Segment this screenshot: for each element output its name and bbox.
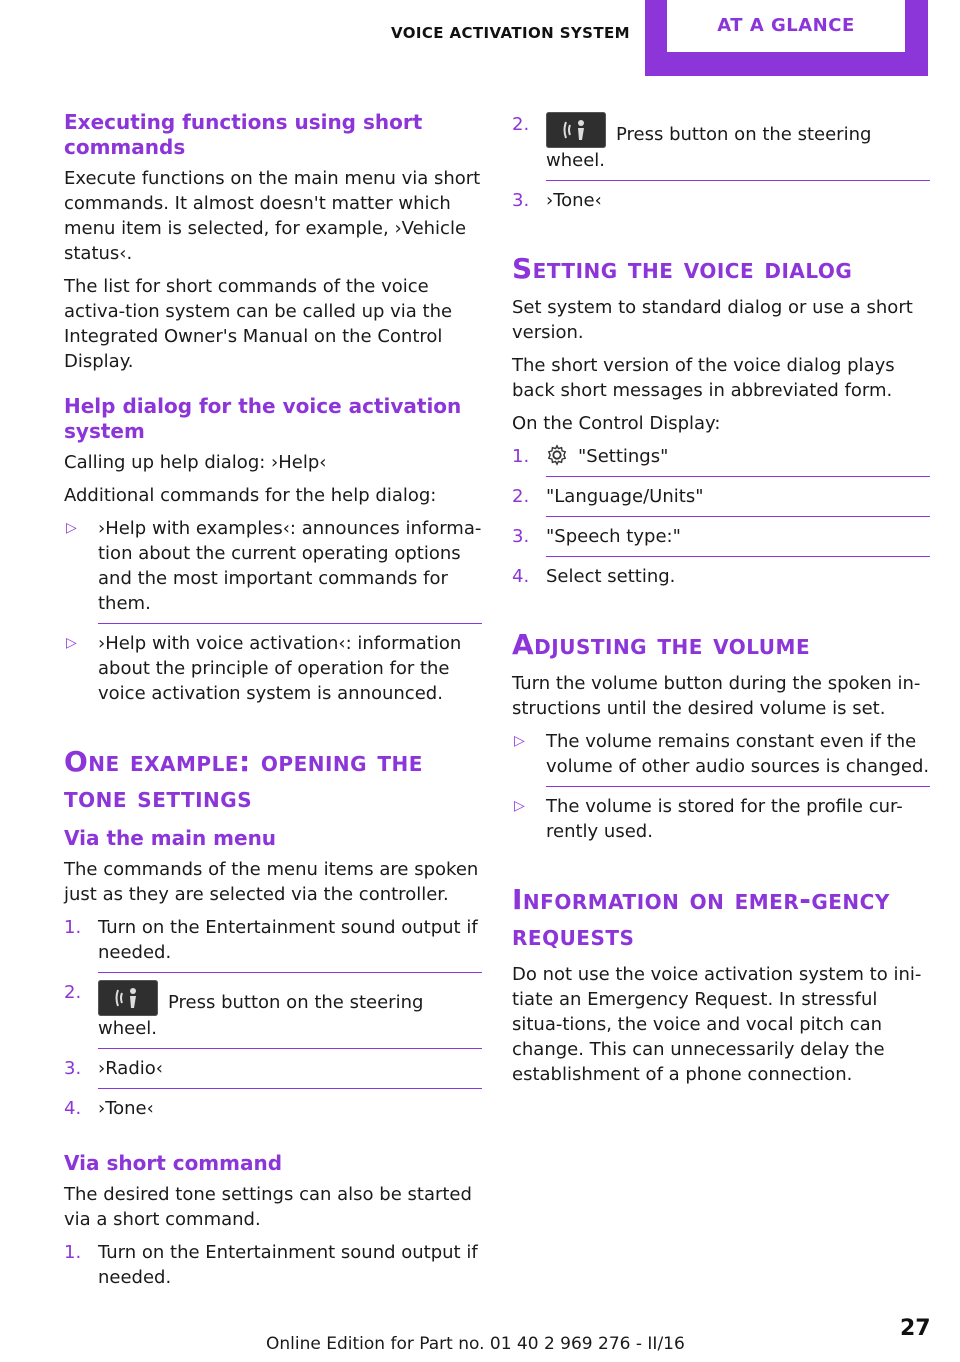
paragraph: Calling up help dialog: ›Help‹ [64,452,327,473]
heading-emergency: Information on emer-gency requests [512,883,890,952]
left-column [64,110,482,1298]
list-item: 4. Select setting. [512,566,676,587]
heading-main-menu: Via the main menu [64,826,277,850]
footer-edition: Online Edition for Part no. 01 40 2 969 276 - II/16 [266,1334,685,1354]
paragraph: Turn the volume button during the spoken in-structions until the desired volume is set. [512,673,921,719]
divider [98,1088,482,1089]
divider [546,180,930,181]
heading-short-command: Via short command [64,1151,283,1175]
heading-voice-dialog: Setting the voice dialog [512,252,853,285]
list-item: 2. Press button on the steering wheel. [64,982,424,1039]
triangle-bullet-icon: ▷ [514,733,525,749]
paragraph: Set system to standard dialog or use a short version. [512,297,913,343]
paragraph: The short version of the voice dialog plays back short messages in abbreviated form. [512,355,895,401]
voice-button-icon [98,980,158,1016]
list-item: ▷ ›Help with voice activation‹: information about the principle of operation for the voice activation system is announced. [66,633,462,704]
volume-list [512,729,930,844]
list-item: 1. "Settings" [512,446,669,467]
list-item: 2. "Language/Units" [512,486,704,507]
triangle-bullet-icon: ▷ [514,798,525,814]
list-item: ▷ The volume is stored for the profile cur-rently used. [514,796,903,842]
list-item: 3. ›Tone‹ [512,190,602,211]
list-item: ▷ ›Help with examples‹: announces informa-tion about the current operating options and the most important commands for them. [66,518,482,614]
list-item: 1. Turn on the Entertainment sound output if needed. [64,1242,478,1288]
paragraph: Additional commands for the help dialog: [64,485,437,506]
heading-example: One example: opening the tone settings [64,745,423,814]
main-menu-steps [64,915,482,1121]
paragraph: On the Control Display: [512,413,721,434]
list-item: 1. Turn on the Entertainment sound output if needed. [64,917,478,963]
divider [98,1048,482,1049]
divider [98,623,482,624]
short-command-steps [64,1240,482,1290]
continued-steps [512,112,930,213]
page-number: 27 [900,1316,931,1341]
paragraph: The list for short commands of the voice activa-tion system can be called up via the Integrated Owner's Manual on the Control Display. [64,276,453,372]
divider [546,556,930,557]
list-item: 3. "Speech type:" [512,526,681,547]
triangle-bullet-icon: ▷ [66,635,77,651]
running-header: VOICE ACTIVATION SYSTEM [390,24,630,42]
divider [546,476,930,477]
heading-volume: Adjusting the volume [512,628,811,661]
chapter-tab-label: AT A GLANCE [667,0,905,52]
paragraph: The commands of the menu items are spoken just as they are selected via the controller. [64,859,479,905]
heading-help-dialog: Help dialog for the voice activation system [64,394,462,443]
help-list [64,516,482,706]
list-item: ▷ The volume remains constant even if the volume of other audio sources is changed. [514,731,930,777]
divider [546,516,930,517]
right-column [512,112,930,1095]
list-item: 3. ›Radio‹ [64,1058,163,1079]
chapter-tab [645,0,928,76]
list-item: 4. ›Tone‹ [64,1098,154,1119]
paragraph: Do not use the voice activation system to ini-tiate an Emergency Request. In stressful situa-tions, the voice and vocal pitch can change. This can unnecessarily delay the establishment of a phone connection. [512,964,922,1085]
gear-icon [546,444,568,466]
paragraph: The desired tone settings can also be started via a short command. [64,1184,472,1230]
paragraph: Execute functions on the main menu via short commands. It almost doesn't matter which menu item is selected, for example, ›Vehicle status‹. [64,168,481,264]
triangle-bullet-icon: ▷ [66,520,77,536]
voice-button-icon [546,112,606,148]
divider [98,972,482,973]
divider [546,786,930,787]
list-item: 2. Press button on the steering wheel. [512,114,872,171]
heading-short-commands: Executing functions using short commands [64,110,423,159]
dialog-steps [512,444,930,589]
